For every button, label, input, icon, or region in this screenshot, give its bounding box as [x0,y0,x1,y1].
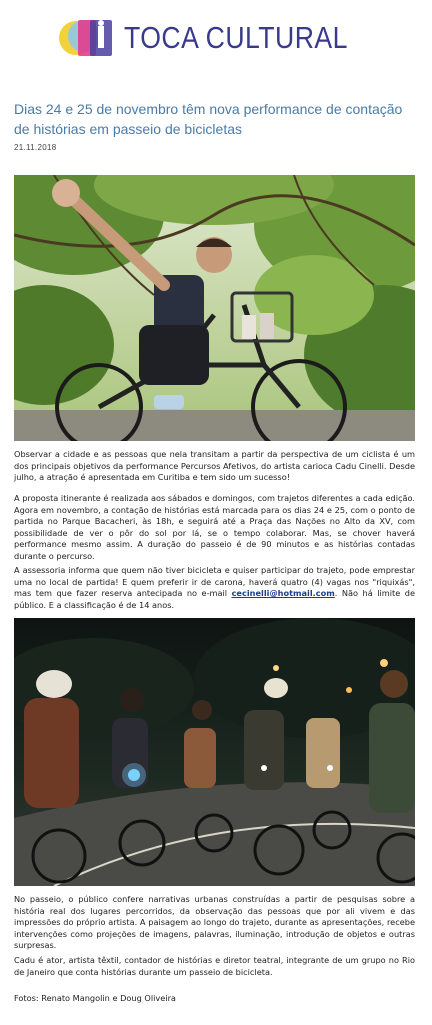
paragraph-text: . Não há limite de público. E a classificação é de 14 anos. [14,588,415,610]
site-name[interactable]: TOCA CULTURAL [124,20,348,55]
article-title: Dias 24 e 25 de novembro têm nova performance de contação de histórias em passeio de bicicletas [14,101,403,137]
site-header [58,14,358,62]
paragraph-text: A assessoria informa que quem não tiver bicicleta e quiser participar do trajeto, pode emprestar uma no local de partida! E quem preferir ir de carona, haverá quatro (4) vagas nos "riquixás", mas tem que fazer reserva antecipada no e-mail [14,565,415,598]
article-paragraph: Cadu é ator, artista têxtil, contador de histórias e diretor teatral, integrante de um grupo no Rio de Janeiro que conta histórias durante um passeio de bicicleta. [14,955,415,977]
toca-cultural-logo-icon[interactable] [58,14,114,60]
article-date: 21.11.2018 [14,143,57,152]
article-paragraph: A proposta itinerante é realizada aos sábados e domingos, com trajetos diferentes a cada edição. Agora em novembro, a contação de histórias está marcada para os dias 24 e 25, com o ponto de partida no Parque Bacacheri, às 18h, e seguirá até a Praça das Nações no Alto da XV, com possibilidade de ver o pôr do sol por lá, se o tempo colaborar. Mas, se chover haverá performance mesmo assim. A duração do passeio é de 90 minutos e as histórias contadas durante o percurso. [14,493,415,561]
article-paragraph: Observar a cidade e as pessoas que nela transitam a partir da perspectiva de um ciclista é um dos principais objetivos da performance Percursos Afetivos, do artista carioca Cadu Cinelli. Desde julho, a atração é apresentada em Curitiba e tem sido um sucesso! [14,449,415,482]
cyclist-photo [14,175,415,441]
night-ride-photo [14,618,415,886]
email-link[interactable]: cecinelli@hotmail.com [231,588,335,598]
photo-credits: Fotos: Renato Mangolin e Doug Oliveira [14,993,176,1003]
article-paragraph [14,565,415,611]
article-paragraph: No passeio, o público confere narrativas urbanas construídas a partir de pesquisas sobre a história real dos lugares percorridos, da observação das pessoas que por ali vivem e das impressões do próprio artista. A paisagem ao longo do trajeto, durante as apresentações, recebe intervenções como projeções de imagens, palavras, iluminação, introdução de objetos e outras surpresas. [14,894,415,950]
